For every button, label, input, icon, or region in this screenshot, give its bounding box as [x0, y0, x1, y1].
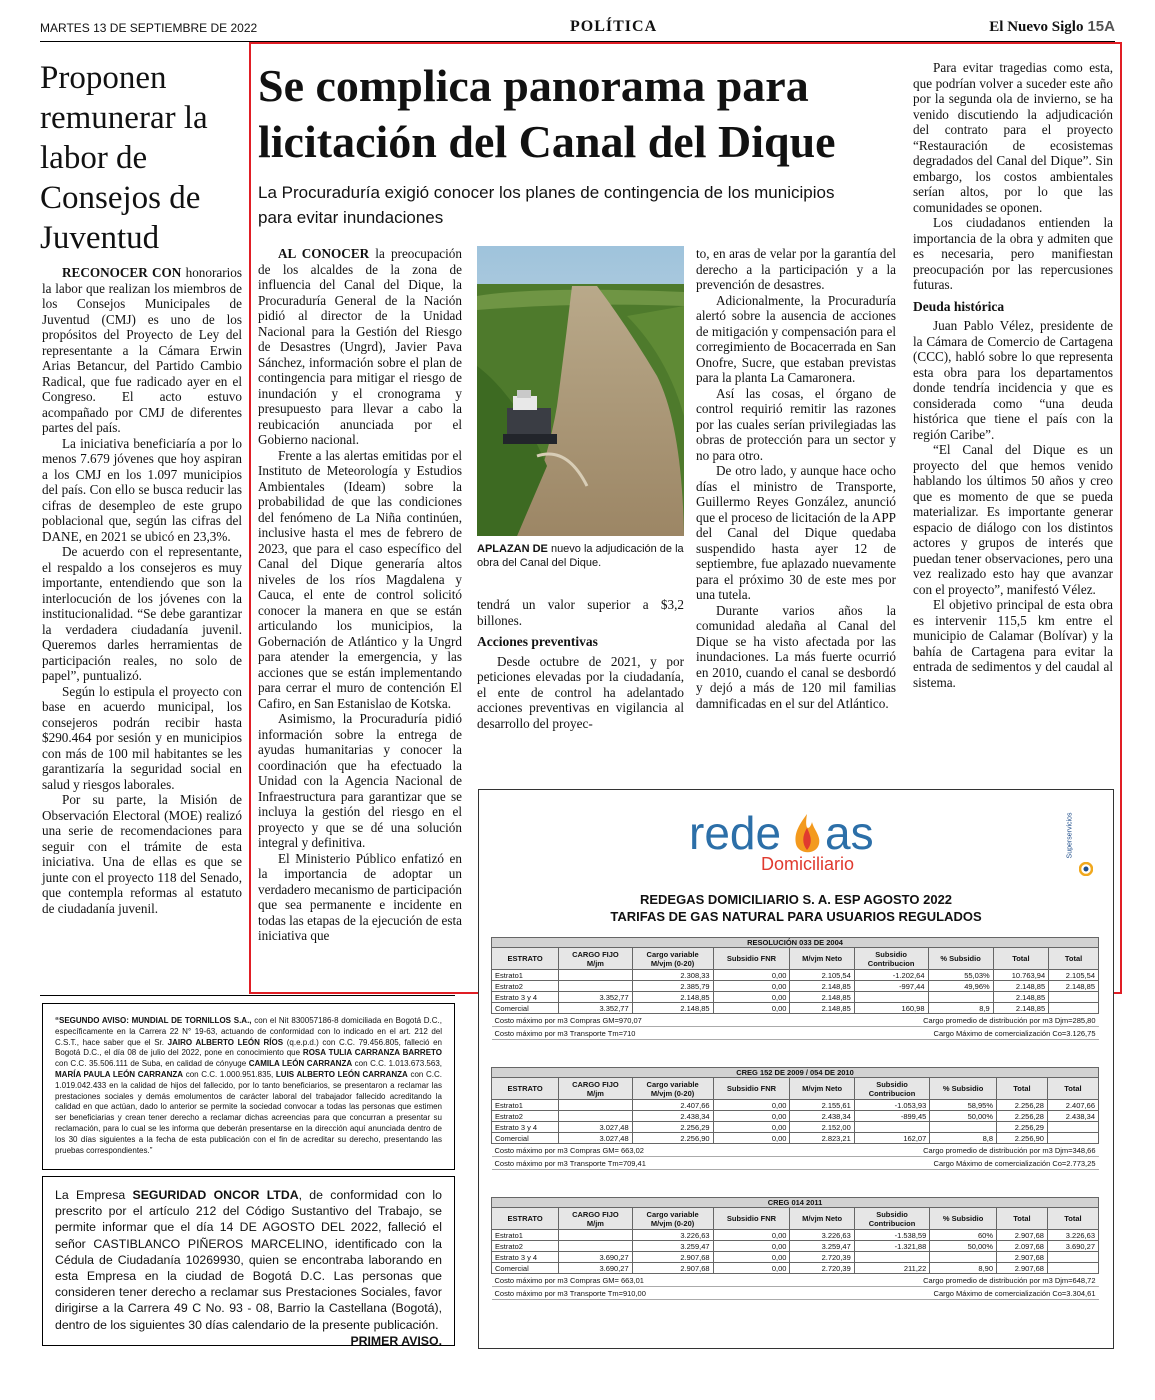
table-cell: 2.438,34	[790, 1111, 854, 1122]
main-lead: AL CONOCER	[278, 246, 370, 261]
column-header: Cargo variable M/vjm (0-20)	[632, 1208, 713, 1230]
table-cell: 2.438,34	[1047, 1111, 1098, 1122]
table-cell: 0,00	[713, 992, 790, 1003]
table-note: Cargo Máximo de comercialización Co=3.304,61	[854, 1287, 1098, 1300]
main-column-2	[477, 597, 684, 731]
column-header: ESTRATO	[492, 1078, 559, 1100]
table-cell: 3.690,27	[559, 1263, 632, 1274]
superservicios-icon	[1079, 862, 1093, 876]
table-cell: 2.407,66	[632, 1100, 713, 1111]
page-header	[40, 18, 1115, 42]
table-row	[492, 1252, 1099, 1263]
table-cell: 3.259,47	[790, 1241, 854, 1252]
table-note: Cargo promedio de distribución por m3 Djm=285,80	[854, 1014, 1098, 1027]
main-column-3	[696, 246, 896, 711]
table-note: Costo máximo por m3 Transporte Tm=910,00	[492, 1287, 855, 1300]
table-cell: Estrato 3 y 4	[492, 1122, 559, 1133]
table-note-row	[492, 1287, 1099, 1300]
table-cell: Comercial	[492, 1263, 559, 1274]
table-cell: 0,00	[713, 1100, 790, 1111]
table-cell: Estrato2	[492, 1241, 559, 1252]
table-cell	[1047, 1122, 1098, 1133]
page-number: 15A	[1087, 18, 1115, 35]
table-cell: Estrato2	[492, 1111, 559, 1122]
column-header: ESTRATO	[492, 948, 559, 970]
table-row	[492, 981, 1099, 992]
table-cell: 162,07	[854, 1133, 930, 1144]
tariff-title: REDEGAS DOMICILIARIO S. A. ESP AGOSTO 2022	[639, 892, 953, 907]
table-cell: 2.907,68	[632, 1252, 713, 1263]
column-header: Cargo variable M/vjm (0-20)	[632, 948, 713, 970]
table-row	[492, 1230, 1099, 1241]
left-lead: RECONOCER CON	[62, 265, 182, 280]
column-header: M/vjm Neto	[790, 1208, 854, 1230]
table-cell	[854, 992, 928, 1003]
brand-name: El Nuevo Siglo	[989, 19, 1084, 35]
table-cell: 2.256,29	[632, 1122, 713, 1133]
table-cell: 0,00	[713, 1122, 790, 1133]
table-cell: Estrato1	[492, 1230, 559, 1241]
table-cell	[1047, 1133, 1098, 1144]
table-cell: 2.720,39	[790, 1263, 854, 1274]
column-header: Total	[1047, 1078, 1098, 1100]
main-paragraph: Adicionalmente, la Procuraduría alertó sobre la ausencia de acciones de mitigación y compensación para el corregimiento de Bocacerrada en San Onofre, Sucre, que estaban previstas para la planta La Camaronera.	[696, 292, 896, 385]
table-cell: 8,9	[928, 1003, 993, 1014]
table-cell: -1.202,64	[854, 970, 928, 981]
table-cell: 0,00	[713, 970, 790, 981]
table-cell: 2.148,85	[790, 1003, 854, 1014]
table-cell: Estrato2	[492, 981, 559, 992]
table-cell: 2.097,68	[997, 1241, 1048, 1252]
table-cell: 2.148,85	[632, 992, 713, 1003]
redegas-logo: rede as Domiciliario	[689, 807, 874, 874]
table-cell: 211,22	[854, 1263, 930, 1274]
table-cell: 50,00%	[930, 1111, 997, 1122]
table-row	[492, 992, 1099, 1003]
table-row	[492, 1241, 1099, 1252]
table-note: Cargo Máximo de comercialización Co=3.126,75	[854, 1027, 1098, 1040]
table-cell: 3.226,63	[790, 1230, 854, 1241]
table-row	[492, 1133, 1099, 1144]
table-cell: -1.321,88	[854, 1241, 930, 1252]
column-header: Subsidio FNR	[713, 1078, 790, 1100]
table-note-row	[492, 1027, 1099, 1040]
table-row	[492, 970, 1099, 981]
main-paragraph: Juan Pablo Vélez, presidente de la Cámara de Comercio de Cartagena (CCC), habló sobre lo que representa esta obra para los departamentos donde tendría incidencia y que es considerada como “una deuda histórica que tiene el país con la región Caribe”.	[913, 318, 1113, 442]
table-note-row	[492, 1157, 1099, 1170]
table-cell	[1049, 992, 1099, 1003]
table-note: Cargo promedio de distribución por m3 Djm=648,72	[854, 1274, 1098, 1287]
table-cell: 8,90	[930, 1263, 997, 1274]
table-cell: 2.907,68	[997, 1263, 1048, 1274]
table-cell: 0,00	[713, 1230, 790, 1241]
table-cell: 0,00	[713, 1003, 790, 1014]
table-cell: 2.148,85	[790, 981, 854, 992]
main-paragraph: Frente a las alertas emitidas por el Instituto de Meteorología y Estudios Ambientales (Ideam) sobre la probabilidad de que las condiciones del fenómeno de La Niña continúen, inclusive hasta el mes de febrero de 2023, que para el caso específico del Canal del Dique generaría altos niveles de los ríos Magdalena y Cauca, el ente de control solicitó conocer la manera en que se están articulando los municipios, la Gobernación de Atlántico y la Ungrd para atender la emergencia, y las acciones que se están implementando para cerrar el muro de contención El Cafiro, en San Estanislao de Kotska.	[258, 447, 462, 711]
table-cell	[559, 1111, 632, 1122]
table-cell	[928, 992, 993, 1003]
table-note: Costo máximo por m3 Compras GM= 663,02	[492, 1144, 855, 1157]
table-note-row	[492, 1144, 1099, 1157]
table-cell	[1047, 1252, 1098, 1263]
left-paragraph: RECONOCER CON honorarios la labor que realizan los miembros de los Consejos Municipales de Juventud (CMJ) es uno de los propósitos del Proyecto de Ley del representante a la Cámara Erwin Arias Betancur, del Partido Cambio Radical, que fue radicado ayer en el Congreso. El acto estuvo acompañado por CMJ de diferentes partes del país.	[42, 265, 242, 435]
table-note: Costo máximo por m3 Transporte Tm=709,41	[492, 1157, 855, 1170]
table-cell: 10.763,94	[993, 970, 1048, 981]
table-cell: 160,98	[854, 1003, 928, 1014]
table-row	[492, 1100, 1099, 1111]
table-row	[492, 1263, 1099, 1274]
superservicios-logo: Superservicios	[1069, 800, 1099, 880]
main-paragraph: Los ciudadanos entienden la importancia de la obra y admiten que es necesaria, pero manifiestan preocupación por las repercusiones futuras.	[913, 215, 1113, 292]
left-article-body	[42, 265, 242, 916]
table-cell: 2.152,00	[790, 1122, 854, 1133]
column-header: ESTRATO	[492, 1208, 559, 1230]
column-header: Total	[997, 1208, 1048, 1230]
table-cell	[854, 1122, 930, 1133]
table-cell: 2.256,29	[997, 1122, 1048, 1133]
notice-seguridad-oncor	[42, 1176, 455, 1346]
main-column-1	[258, 246, 462, 944]
main-paragraph: El objetivo principal de esta obra es intervenir 115,5 km entre el municipio de Calamar (Bolívar) y la bahía de Cartagena para evitar la entrada de sedimentos y del caudal al sistema.	[913, 597, 1113, 690]
table-cell: 2.148,85	[790, 992, 854, 1003]
table-cell: 2.155,61	[790, 1100, 854, 1111]
table-note: Cargo Máximo de comercialización Co=2.773,25	[854, 1157, 1098, 1170]
main-paragraph: tendrá un valor superior a $3,2 billones.	[477, 597, 684, 628]
table-cell: -1.538,59	[854, 1230, 930, 1241]
table-cell: 2.148,85	[993, 992, 1048, 1003]
table-cell: 0,00	[713, 1252, 790, 1263]
table-cell: 2.148,85	[993, 1003, 1048, 1014]
table-row	[492, 1111, 1099, 1122]
table-cell: 60%	[930, 1230, 997, 1241]
subheading-acciones: Acciones preventivas	[477, 634, 598, 649]
table-note: Costo máximo por m3 Transporte Tm=710	[492, 1027, 855, 1040]
photo-caption: APLAZAN DE nuevo la adjudicación de la obra del Canal del Dique.	[477, 543, 684, 569]
table-title: RESOLUCIÓN 033 DE 2004	[492, 938, 1099, 948]
flame-icon	[790, 812, 824, 858]
table-cell: 2.720,39	[790, 1252, 854, 1263]
table-title: CREG 014 2011	[492, 1198, 1099, 1208]
column-header: Total	[993, 948, 1048, 970]
table-cell: -1.053,93	[854, 1100, 930, 1111]
table-cell	[930, 1252, 997, 1263]
column-header: Subsidio Contribucion	[854, 1078, 930, 1100]
table-cell: 3.259,47	[632, 1241, 713, 1252]
main-paragraph: Para evitar tragedias como esta, que podrían volver a suceder este año por la segunda ola de invierno, se ha venido discutiendo la adjudicación del contrato para el proyecto “Restauración de ecosistemas degradados del Canal del Dique”. Sin embargo, los costos ambientales serían altos, por lo que las comunidades se oponen.	[913, 60, 1113, 215]
table-cell: 2.907,68	[997, 1230, 1048, 1241]
table-cell	[1049, 1003, 1099, 1014]
table-cell: 2.407,66	[1047, 1100, 1098, 1111]
main-column-4	[913, 60, 1113, 690]
column-header: Total	[997, 1078, 1048, 1100]
notice-mundial-tornillos	[42, 1003, 455, 1170]
page-date: MARTES 13 DE SEPTIEMBRE DE 2022	[40, 21, 258, 35]
table-cell: Comercial	[492, 1003, 559, 1014]
canal-photo	[477, 246, 684, 536]
table-cell: 8,8	[930, 1133, 997, 1144]
table-cell	[930, 1122, 997, 1133]
notice-separator	[40, 995, 455, 996]
column-header: Subsidio Contribucion	[854, 948, 928, 970]
table-cell: Estrato 3 y 4	[492, 992, 559, 1003]
table-cell: 2.148,85	[632, 1003, 713, 1014]
table-cell: 2.256,90	[997, 1133, 1048, 1144]
main-paragraph: El Ministerio Público enfatizó en la importancia de adoptar un verdadero mecanismo de participación que sea permanente e incidente en todas las etapas de la ejecución de esta iniciativa que	[258, 850, 462, 943]
redegas-advertisement	[478, 789, 1114, 1349]
left-paragraph: De acuerdo con el representante, el respaldo a los consejeros es muy importante, entendiendo que son la interlocución de los jóvenes con la institucionalidad. “Se debe garantizar la verdadera ciudadanía juvenil. Queremos darles herramientas de participación reales, no solo de papel”, puntualizó.	[42, 544, 242, 683]
column-header: Subsidio Contribucion	[854, 1208, 930, 1230]
main-paragraph: “El Canal del Dique es un proyecto del que hemos venido hablando los últimos 50 años y creo que es momento de que se pueda materializar. Es importante generar espacio de diálogo con los distintos actores y grupos de interés que puedan tener observaciones, pero una vez realizado esto hay que avanzar con el proyecto”, manifestó Vélez.	[913, 442, 1113, 597]
table-note-row	[492, 1014, 1099, 1027]
table-cell: 2.148,85	[993, 981, 1048, 992]
table-cell: 2.105,54	[1049, 970, 1099, 981]
column-header: % Subsidio	[930, 1078, 997, 1100]
table-cell: 0,00	[713, 981, 790, 992]
table-cell	[854, 1252, 930, 1263]
column-header: Subsidio FNR	[713, 948, 790, 970]
main-paragraph: De otro lado, y aunque hace ocho días el ministro de Transporte, Guillermo Reyes González, anunció que el proceso de licitación de la APP del Canal del Dique quedaba suspendido hasta ayer 12 de septiembre, fue aplazado nuevamente para el próximo 30 de este mes por una tutela.	[696, 463, 896, 602]
main-paragraph: AL CONOCER la preocupación de los alcaldes de la zona de influencia del Canal del Dique, la Procuraduría General de la Nación pidió al director de la Unidad Nacional para la Gestión del Riesgo de Desastres (Ungrd), Javier Pava Sánchez, información sobre el plan de contingencia para mitigar el riesgo de inundación y el cronograma y presupuesto para llevar a cabo la reubicación anunciada por el Gobierno nacional.	[258, 246, 462, 447]
table-cell: 3.352,77	[559, 1003, 632, 1014]
notice-text: “SEGUNDO AVISO: MUNDIAL DE TORNILLOS S.A., con el Nit 830057186-8 domiciliada en Bogotá D.C., específicamente en la Carrera 22 N° 19-63, actuando de conformidad con lo indicado en el art. 212 del C.S.T., hace saber que el Sr. JAIRO ALBERTO LEÓN RÍOS (q.e.p.d.) con C.C. 79.456.805, falleció en Bogotá D.C., el día 08 de julio del 2022, pone en conocimiento que ROSA TULIA CARRANZA BARRETO con C.C. 35.506.111 de Suba, en calidad de cónyuge CAMILA LEÓN CARRANZA con C.C. 1.013.673.563, MARÍA PAULA LEÓN CARRANZA con C.C. 1.000.951.835, LUIS ALBERTO LEÓN CARRANZA con C.C. 1.019.042.433 en la calidad de hijos del fallecido, por lo tanto beneficiarios, se presentaron a reclamar las prestaciones sociales y demás emolumentos de carácter laboral del trabajador fallecido acreditando la calidad en que actúan, dado lo anterior se permite la sociedad convocar a todas las personas que estimen ser beneficiarias y crean tener derecho a reclamar dichas acreencias para que concurran a presentar su reclamación, para lo cual se les informa que deberán presentarse en la dirección aquí anunciada dentro de los 30 días siguientes a la fecha de esta publicación con el fin de acreditar su derecho, presentando las pruebas correspondientes.”	[55, 1016, 443, 1155]
left-paragraph: Por su parte, la Misión de Observación Electoral (MOE) realizó una serie de recomendaciones para seguir con el trámite de esta iniciativa. Una de ellas es que se junte con el proyecto 118 del Senado, que contempla reformas al estatuto de ciudadanía juvenil.	[42, 792, 242, 916]
table-cell: 3.027,48	[559, 1133, 632, 1144]
column-header: Subsidio FNR	[713, 1208, 790, 1230]
main-paragraph: Desde octubre de 2021, y por peticiones elevadas por la ciudadanía, el ente de control ha adelantado acciones preventivas en vigilancia al desarrollo del proyec-	[477, 653, 684, 731]
table-cell: 3.690,27	[559, 1252, 632, 1263]
table-cell: Estrato1	[492, 970, 559, 981]
table-cell: 3.226,63	[632, 1230, 713, 1241]
column-header: CARGO FIJO M/jm	[559, 948, 632, 970]
table-note-row	[492, 1274, 1099, 1287]
tariff-table-2004	[491, 937, 1099, 1040]
table-cell: Estrato 3 y 4	[492, 1252, 559, 1263]
main-paragraph: Así las cosas, el órgano de control requirió remitir las razones por las cuales serían privilegiadas las obras de protección para un sector y no para otro.	[696, 385, 896, 463]
table-row	[492, 1003, 1099, 1014]
table-cell: 0,00	[713, 1241, 790, 1252]
table-cell	[559, 1241, 632, 1252]
column-header: Total	[1049, 948, 1099, 970]
subheading-deuda: Deuda histórica	[913, 298, 1005, 314]
main-subheadline: La Procuraduría exigió conocer los planes de contingencia de los municipios para evitar inundaciones	[258, 183, 835, 227]
table-cell: 58,95%	[930, 1100, 997, 1111]
table-cell: 2.438,34	[632, 1111, 713, 1122]
table-cell: 0,00	[713, 1263, 790, 1274]
table-cell	[559, 1100, 632, 1111]
table-cell	[1047, 1263, 1098, 1274]
table-cell: Estrato1	[492, 1100, 559, 1111]
table-cell	[559, 1230, 632, 1241]
table-cell: 3.690,27	[1047, 1241, 1098, 1252]
table-cell: -997,44	[854, 981, 928, 992]
left-paragraph: Según lo estipula el proyecto con base en acuerdo municipal, los consejeros podrán recibir hasta $290.464 por sesión y en municipios con más de 100 mil habitantes se les garantizaría la seguridad social en salud y riesgos laborales.	[42, 683, 242, 792]
table-cell: 2.105,54	[790, 970, 854, 981]
table-cell	[559, 981, 632, 992]
column-header: Cargo variable M/vjm (0-20)	[632, 1078, 713, 1100]
column-header: CARGO FIJO M/jm	[559, 1208, 632, 1230]
table-cell: 2.385,79	[632, 981, 713, 992]
main-headline: Se complica panorama para licitación del Canal del Dique	[258, 60, 836, 167]
table-cell: 2.256,28	[997, 1111, 1048, 1122]
left-headline: Proponen remunerar la labor de Consejos de Juventud	[40, 60, 208, 256]
table-cell	[559, 970, 632, 981]
column-header: M/vjm Neto	[790, 1078, 854, 1100]
tariff-table-2010	[491, 1067, 1099, 1170]
table-cell: 2.823,21	[790, 1133, 854, 1144]
table-cell: Comercial	[492, 1133, 559, 1144]
table-note: Cargo promedio de distribución por m3 Djm=348,66	[854, 1144, 1098, 1157]
table-cell: 2.308,33	[632, 970, 713, 981]
table-cell: 50,00%	[930, 1241, 997, 1252]
column-header: M/vjm Neto	[790, 948, 854, 970]
main-paragraph: Asimismo, la Procuraduría pidió información sobre la entrega de ayudas humanitarias y conocer la coordinación que ha efectuado la Unidad con la Agencia Nacional de Infraestructura para garantizar que se incluya la gestión del riesgo en el proyecto y que se dé una solución integral y definitiva.	[258, 711, 462, 850]
table-cell: 2.907,68	[632, 1263, 713, 1274]
column-header: Total	[1047, 1208, 1098, 1230]
tariff-table-2011	[491, 1197, 1099, 1300]
table-title: CREG 152 DE 2009 / 054 DE 2010	[492, 1068, 1099, 1078]
column-header: % Subsidio	[930, 1208, 997, 1230]
table-cell: 2.907,68	[997, 1252, 1048, 1263]
table-cell: 3.226,63	[1047, 1230, 1098, 1241]
left-paragraph: La iniciativa beneficiaría a por lo menos 7.679 jóvenes que hoy aspiran a los CMJ en los 1.097 municipios del país. Con ello se busca reducir las cifras de desempleo de este grupo poblacional que, según las cifras del DANE, en 2021 se ubicó en 23,3%.	[42, 435, 242, 544]
table-cell: 0,00	[713, 1133, 790, 1144]
column-header: CARGO FIJO M/jm	[559, 1078, 632, 1100]
table-cell: 2.256,90	[632, 1133, 713, 1144]
table-cell: 3.352,77	[559, 992, 632, 1003]
table-note: Costo máximo por m3 Compras GM=970,07	[492, 1014, 855, 1027]
main-paragraph: Durante varios años la comunidad aledaña al Canal del Dique se ha visto afectada por las inundaciones. La más fuerte ocurrió en 2010, cuando el canal se desbordó y dejó a más de 120 mil familias damnificadas en el sur del Atlántico.	[696, 602, 896, 711]
table-row	[492, 1122, 1099, 1133]
canal-photo-image	[477, 246, 684, 536]
column-header: % Subsidio	[928, 948, 993, 970]
table-cell: 55,03%	[928, 970, 993, 981]
table-cell: 2.256,28	[997, 1100, 1048, 1111]
section-title: POLÍTICA	[570, 18, 658, 35]
table-note: Costo máximo por m3 Compras GM= 663,01	[492, 1274, 855, 1287]
table-cell: -899,45	[854, 1111, 930, 1122]
notice-text: La Empresa SEGURIDAD ONCOR LTDA, de conformidad con lo prescrito por el artículo 212 del Código Sustantivo del Trabajo, se permite informar que el día 14 DE AGOSTO DEL 2022, falleció el señor CASTIBLANCO PIÑEROS MARCELINO, identificado con la Cédula de Ciudadanía 10269930, quien se encontraba laborando en esta Empresa en la ciudad de Bogotá D.C. Las personas que consideren tener derecho a reclamar sus Prestaciones Sociales, favor dirigirse a la Carrera 49 C No. 93 - 08, Barrio la Castellana (Bogotá), dentro de los siguientes 30 días calendario de la presente publicación. PRIMER AVISO.	[55, 1188, 442, 1348]
table-cell: 2.148,85	[1049, 981, 1099, 992]
table-cell: 0,00	[713, 1111, 790, 1122]
table-cell: 3.027,48	[559, 1122, 632, 1133]
table-cell: 49,96%	[928, 981, 993, 992]
newspaper-brand	[989, 18, 1115, 36]
main-paragraph: to, en aras de velar por la garantía del derecho a la participación y a la prevención de desastres.	[696, 246, 896, 292]
tariff-subtitle: TARIFAS DE GAS NATURAL PARA USUARIOS REGULADOS	[610, 909, 982, 924]
